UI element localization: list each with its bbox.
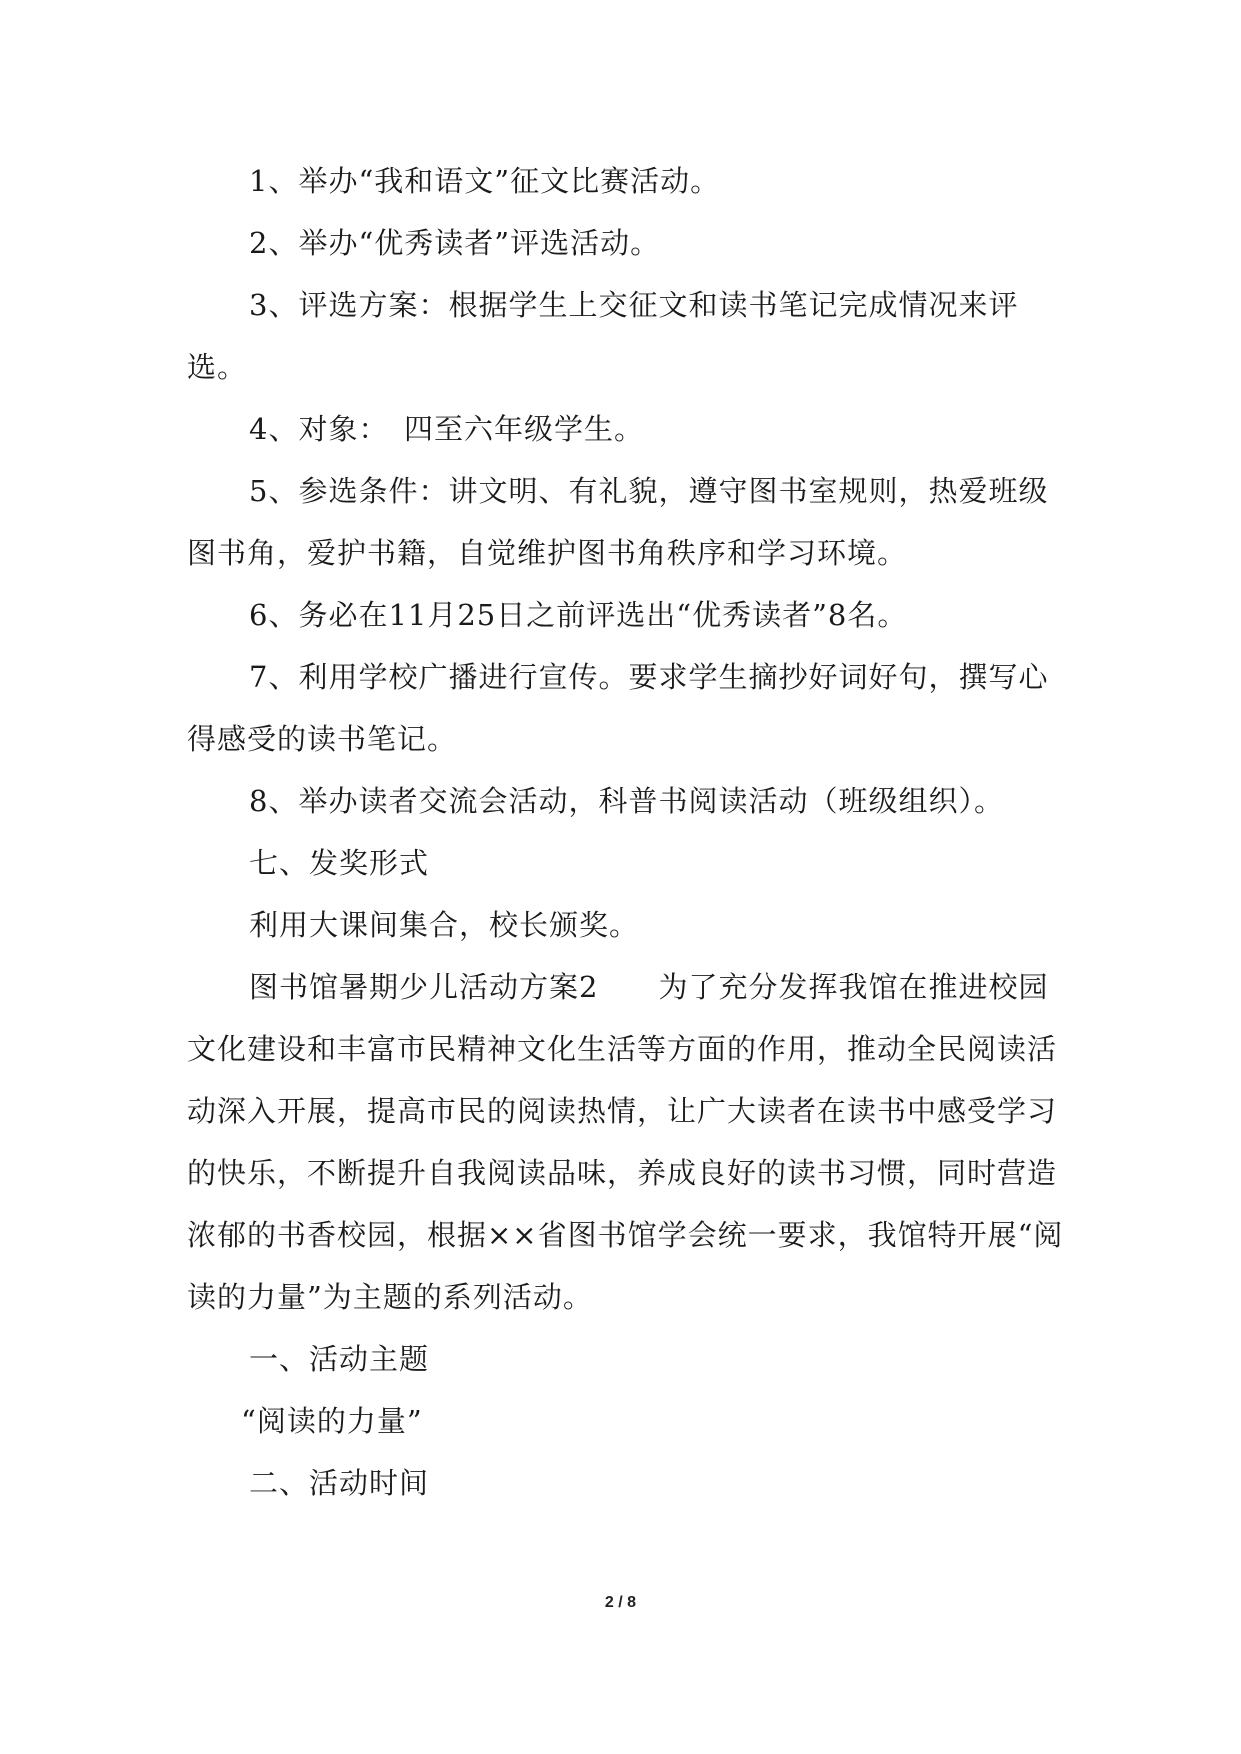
paragraph-awards: 利用大课间集合，校长颁奖。 <box>249 908 640 942</box>
paragraph-item-3: 3、评选方案：根据学生上交征文和读书笔记完成情况来评选。 <box>187 288 1019 384</box>
section-heading-theme: 一、活动主题 <box>249 1342 430 1376</box>
paragraph-item-8: 8、举办读者交流会活动，科普书阅读活动（班级组织）。 <box>249 784 1004 818</box>
paragraph-item-1: 1、举办“我和语文”征文比赛活动。 <box>249 164 721 198</box>
page-number: 2 / 8 <box>604 1594 637 1611</box>
theme-title: “阅读的力量” <box>241 1404 423 1438</box>
paragraph-item-4: 4、对象： 四至六年级学生。 <box>249 412 644 446</box>
paragraph-item-7: 7、利用学校广播进行宣传。要求学生摘抄好词好句，撰写心得感受的读书笔记。 <box>187 660 1049 756</box>
paragraph-item-5: 5、参选条件：讲文明、有礼貌，遵守图书室规则，热爱班级图书角，爱护书籍，自觉维护图书角秩序和学习环境。 <box>187 474 1049 570</box>
paragraph-item-6: 6、务必在11月25日之前评选出“优秀读者”8名。 <box>249 598 908 632</box>
section-heading-awards: 七、发奖形式 <box>249 846 430 880</box>
section-heading-time: 二、活动时间 <box>249 1466 430 1500</box>
paragraph-plan-2-intro: 图书馆暑期少儿活动方案2 为了充分发挥我馆在推进校园文化建设和丰富市民精神文化生活等方面的作用，推动全民阅读活动深入开展，提高市民的阅读热情，让广大读者在读书中感受学习的快乐，不断提升自我阅读品味，养成良好的读书习惯，同时营造浓郁的书香校园，根据××省图书馆学会统一要求，我馆特开展“阅读的力量”为主题的系列活动。 <box>187 970 1064 1314</box>
paragraph-item-2: 2、举办“优秀读者”评选活动。 <box>249 226 661 260</box>
document-body <box>187 150 1067 1514</box>
